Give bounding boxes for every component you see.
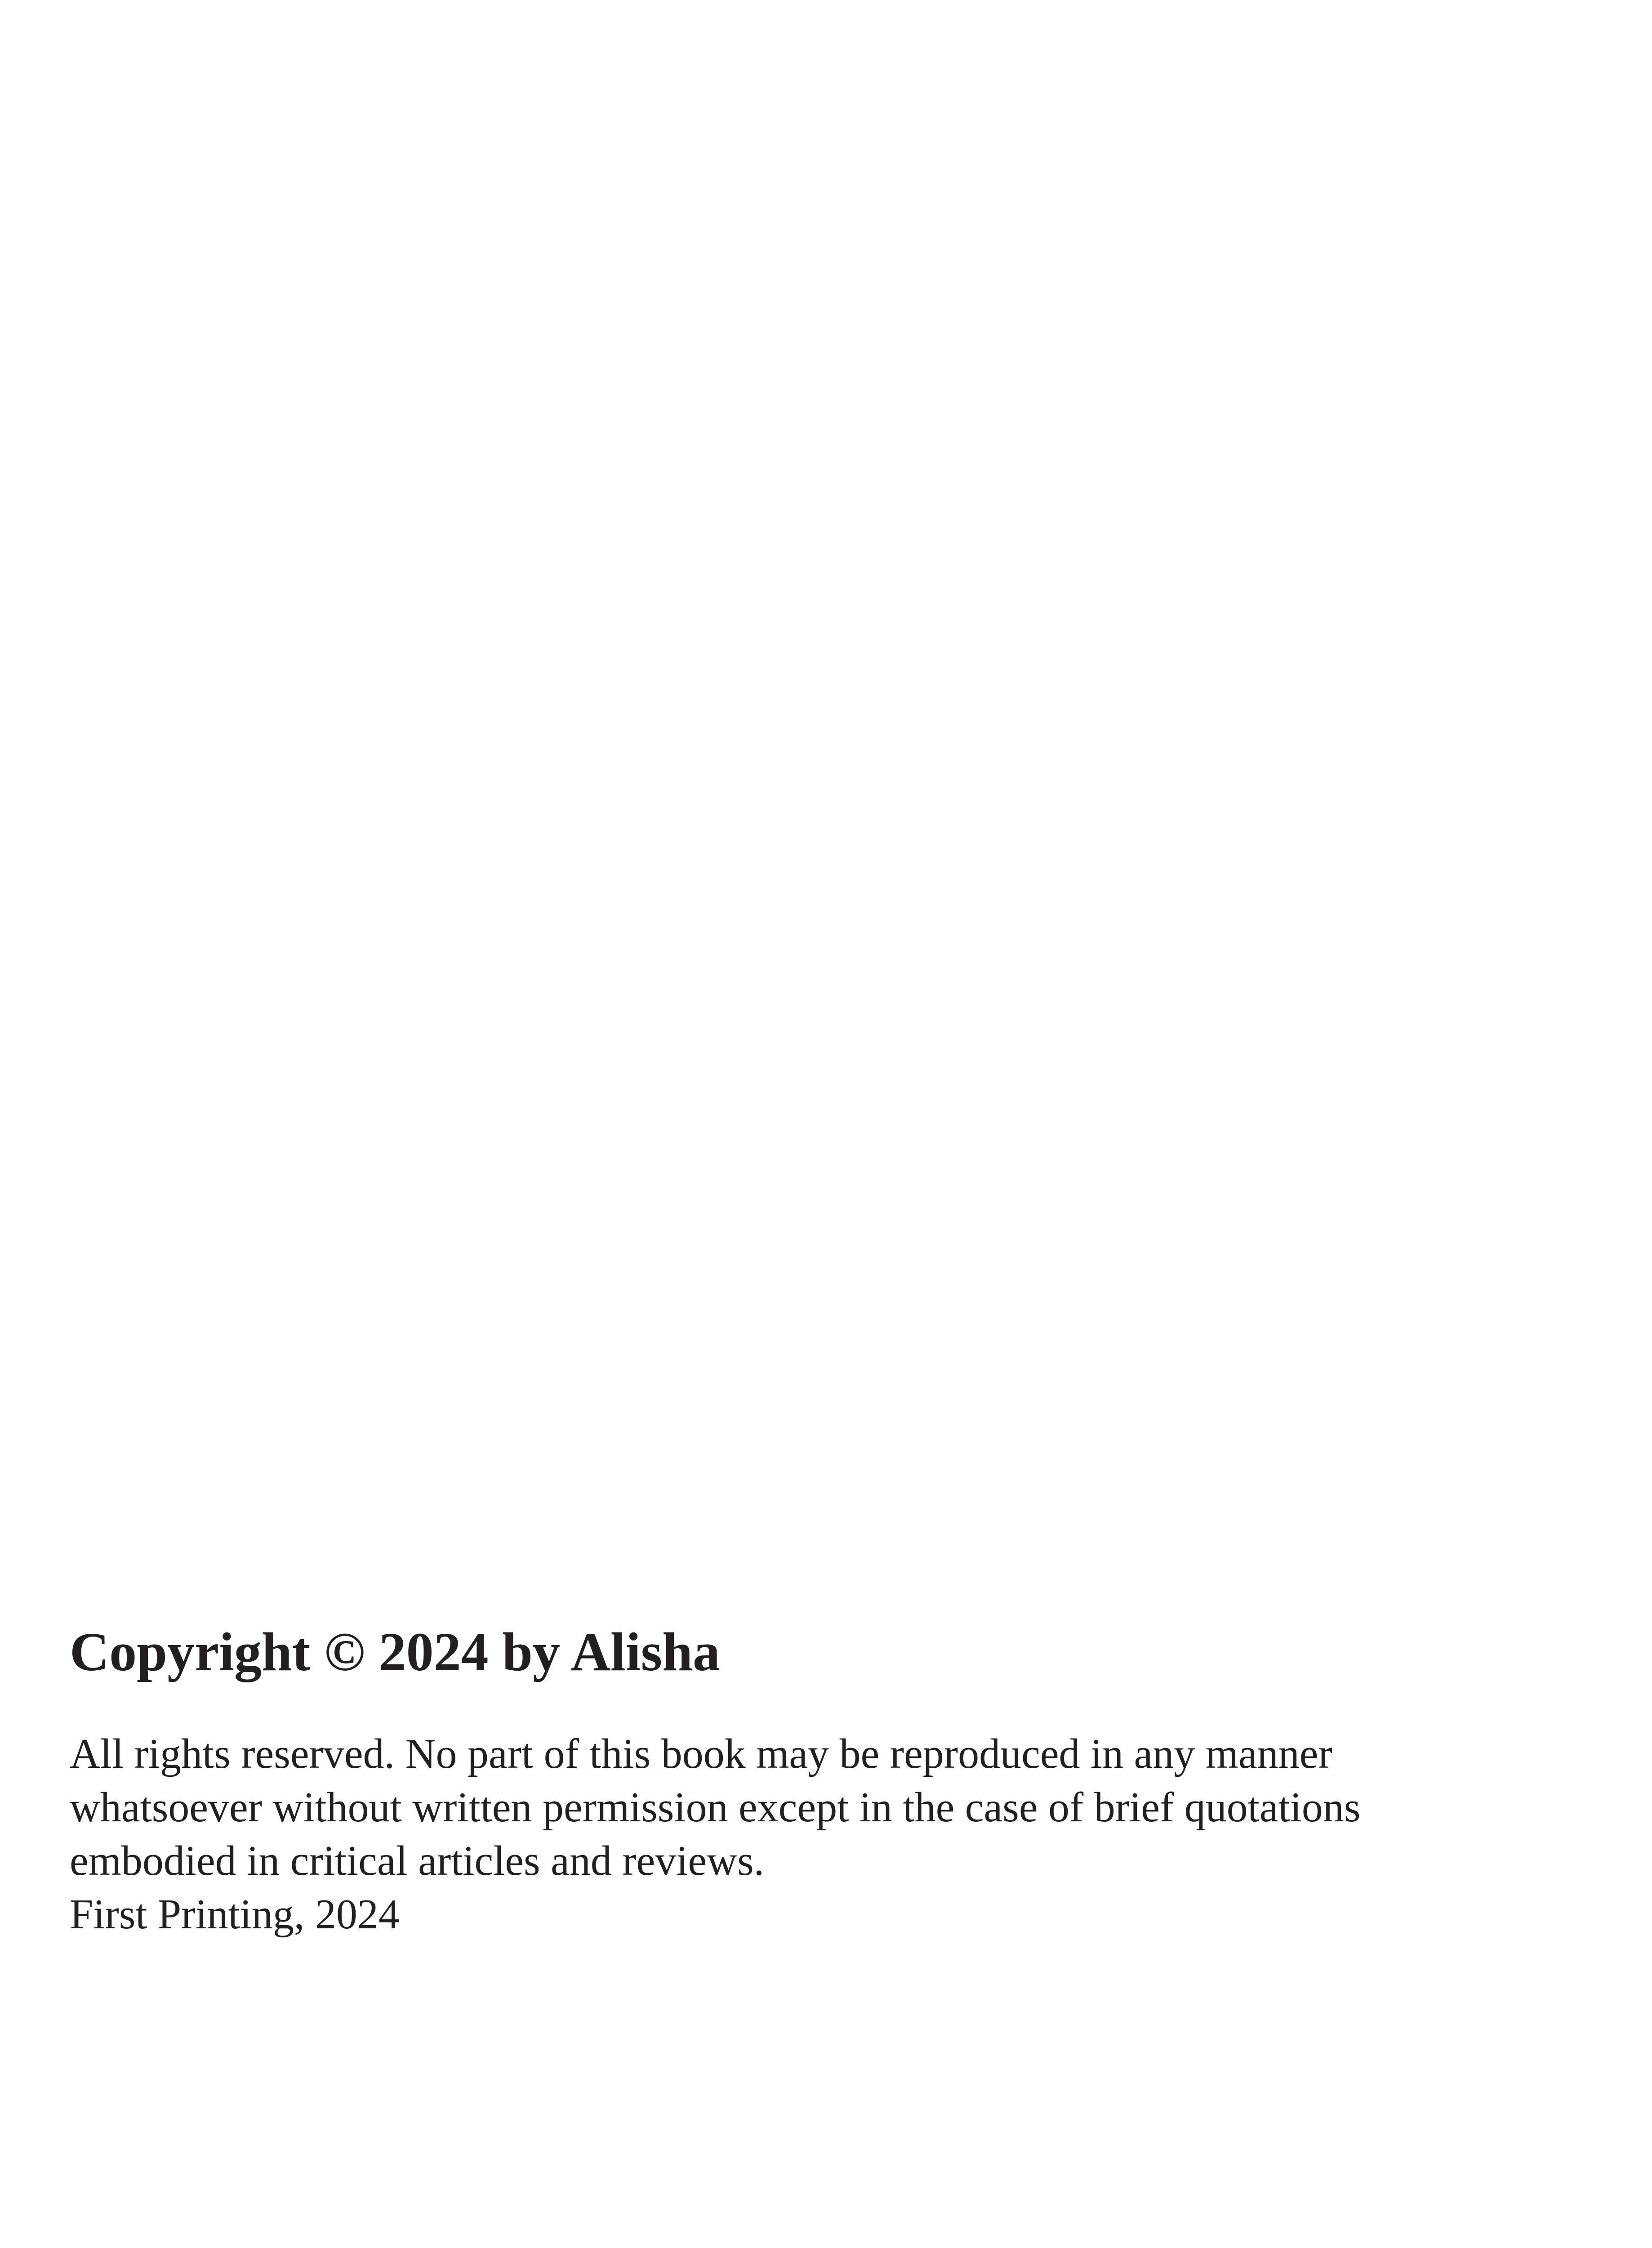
rights-line: whatsoever without written permission except in the case of brief quotations: [70, 1784, 1361, 1831]
rights-line: embodied in critical articles and reviews.: [70, 1838, 765, 1884]
copyright-title: Copyright © 2024 by Alisha: [70, 1622, 720, 1682]
rights-line: All rights reserved. No part of this book may be reproduced in any manner: [70, 1731, 1332, 1777]
printing-line: First Printing, 2024: [70, 1891, 400, 1938]
rights-statement: [70, 1727, 1553, 1941]
copyright-block: [70, 1619, 1553, 1941]
